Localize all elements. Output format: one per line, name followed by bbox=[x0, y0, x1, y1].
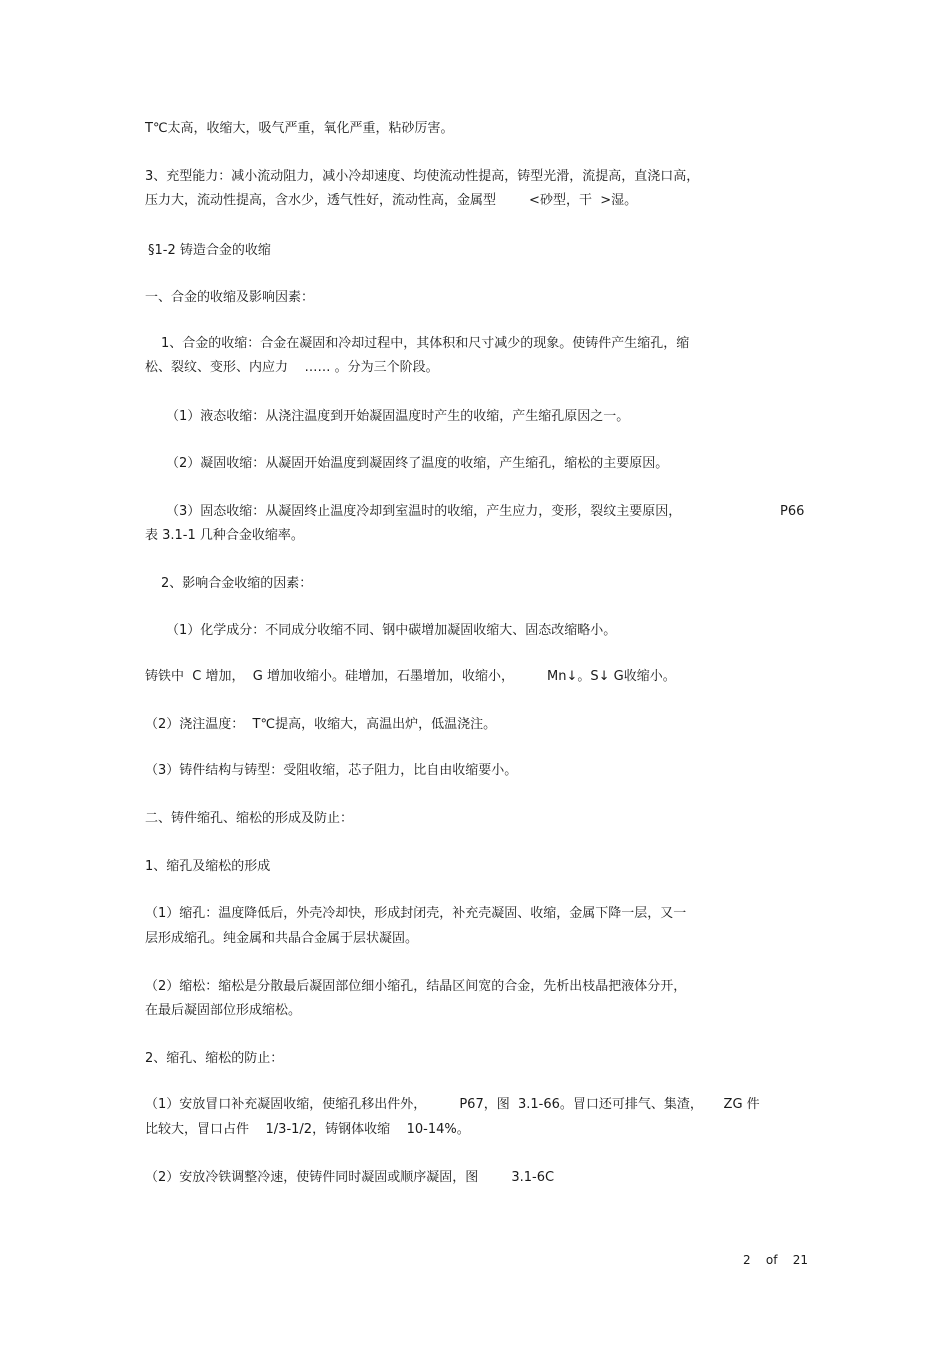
page-reference: P66 bbox=[780, 504, 805, 519]
text-line: （3）铸件结构与铸型：受阻收缩，芯子阻力，比自由收缩要小。 bbox=[145, 763, 518, 778]
text-line: （2）浇注温度： T℃提高，收缩大，高温出炉，低温浇注。 bbox=[145, 717, 497, 732]
text-line: 比较大，冒口占件 1/3-1/2，铸钢体收缩 10-14%。 bbox=[145, 1122, 470, 1137]
text-line: 2、缩孔、缩松的防止： bbox=[145, 1051, 284, 1066]
text-line: 一、合金的收缩及影响因素： bbox=[145, 290, 315, 305]
text-line: T℃太高，收缩大，吸气严重，氧化严重，粘砂厉害。 bbox=[145, 121, 454, 136]
text-line: 层形成缩孔。纯金属和共晶合金属于层状凝固。 bbox=[145, 931, 419, 946]
text-line: （1）化学成分：不同成分收缩不同、钢中碳增加凝固收缩大、固态改缩略小。 bbox=[166, 623, 617, 638]
text-line: 表 3.1-1 几种合金收缩率。 bbox=[145, 528, 304, 543]
text-line: 松、裂纹、变形、内应力 …… 。分为三个阶段。 bbox=[145, 360, 439, 375]
text-line: 1、缩孔及缩松的形成 bbox=[145, 859, 271, 874]
text-line: （1）安放冒口补充凝固收缩，使缩孔移出件外， P67，图 3.1-66。冒口还可排气、集渣， ZG 件 bbox=[145, 1097, 760, 1112]
page-number: 2 of 21 bbox=[743, 1253, 808, 1267]
text-line: 3、充型能力：减小流动阻力，减小冷却速度、均使流动性提高，铸型光滑，流提高，直浇口高， bbox=[145, 169, 700, 184]
text-line: 1、合金的收缩：合金在凝固和冷却过程中，其体积和尺寸减少的现象。使铸件产生缩孔，缩 bbox=[161, 336, 690, 351]
text-line: （1）液态收缩：从浇注温度到开始凝固温度时产生的收缩，产生缩孔原因之一。 bbox=[166, 409, 630, 424]
text-line: 在最后凝固部位形成缩松。 bbox=[145, 1003, 302, 1018]
text-line: 铸铁中 C 增加， G 增加收缩小。硅增加，石墨增加，收缩小， Mn↓。S↓ G收缩小。 bbox=[145, 669, 676, 684]
text-line: （3）固态收缩：从凝固终止温度冷却到室温时的收缩，产生应力，变形，裂纹主要原因， bbox=[166, 504, 682, 519]
text-line: （1）缩孔：温度降低后，外壳冷却快，形成封闭壳，补充壳凝固、收缩，金属下降一层，又一 bbox=[145, 906, 687, 921]
section-heading: §1-2 铸造合金的收缩 bbox=[148, 243, 271, 258]
text-line: 二、铸件缩孔、缩松的形成及防止： bbox=[145, 811, 354, 826]
text-line: （2）凝固收缩：从凝固开始温度到凝固终了温度的收缩，产生缩孔，缩松的主要原因。 bbox=[166, 456, 669, 471]
text-line: 2、影响合金收缩的因素： bbox=[161, 576, 313, 591]
text-line: （2）安放冷铁调整冷速，使铸件同时凝固或顺序凝固，图 3.1-6C bbox=[145, 1170, 555, 1185]
text-line: （2）缩松：缩松是分散最后凝固部位细小缩孔，结晶区间宽的合金，先析出枝晶把液体分开， bbox=[145, 979, 687, 994]
text-line: 压力大，流动性提高，含水少，透气性好，流动性高，金属型 <砂型，干 >湿。 bbox=[145, 193, 638, 208]
